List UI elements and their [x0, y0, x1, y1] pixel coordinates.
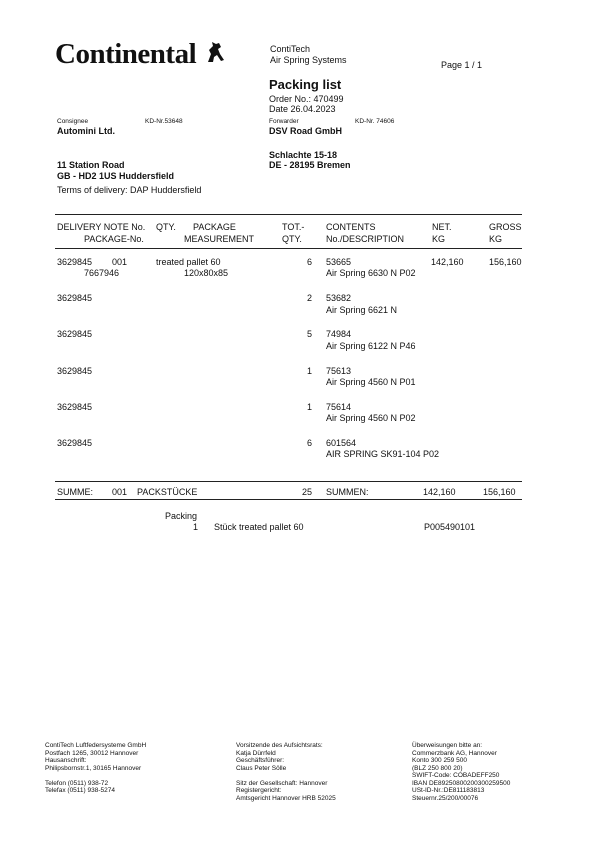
row-tot: 1 [306, 402, 312, 412]
footer-line: Postfach 1265, 30012 Hannover [45, 749, 139, 757]
header-contents: CONTENTS [326, 222, 376, 232]
row-tot: 5 [306, 329, 312, 339]
header-tot: TOT.- [282, 222, 305, 232]
footer-line: Konto 300 259 500 [412, 757, 467, 764]
row-description: AIR SPRING SK91-104 P02 [326, 449, 440, 459]
footer-line [45, 772, 146, 780]
header-qty: QTY. [156, 222, 176, 232]
footer-line: (BLZ 250 800 20) [412, 764, 463, 772]
company-logo: Continental [55, 38, 197, 70]
footer-line: USt-ID-Nr.:DE811183813 [412, 787, 485, 794]
footer-line: Geschäftsführer: [236, 757, 285, 764]
footer-line [236, 772, 336, 780]
packing-label: Packing [165, 511, 198, 521]
row-tot: 6 [306, 438, 312, 448]
sum-mid-label: SUMMEN: [326, 487, 369, 497]
consignee-label: Consignee [57, 118, 89, 125]
summary-bottom-rule [55, 499, 522, 500]
sum-gross: 156,160 [483, 487, 516, 497]
row-delivery-note: 3629845 [57, 366, 93, 376]
row-delivery-note: 3629845 [57, 293, 93, 303]
row-description: Air Spring 4560 N P02 [326, 413, 416, 423]
header-tot-qty: QTY. [282, 234, 302, 244]
footer-line: Telefax (0511) 938-5274 [45, 787, 115, 794]
footer-bank [412, 742, 510, 802]
forwarder-label: Forwarder [269, 118, 299, 125]
table-top-rule [55, 214, 522, 215]
table-header-rule [55, 248, 522, 249]
footer-line: Überweisungen bitte an: [412, 742, 483, 749]
footer-line: ContiTech Luftfedersysteme GmbH [45, 742, 147, 749]
forwarder-name: DSV Road GmbH [269, 126, 343, 136]
sum-qty: 001 [112, 487, 128, 497]
row-measurement: 120x80x85 [184, 268, 229, 278]
row-tot: 2 [306, 293, 312, 303]
header-delivery-note: DELIVERY NOTE No. [57, 222, 146, 232]
row-gross: 156,160 [489, 257, 522, 267]
row-tot: 1 [306, 366, 312, 376]
footer-line: Registergericht: [236, 787, 282, 794]
footer-line: Katja Dürrfeld [236, 749, 276, 757]
footer-line: Hausanschrift: [45, 757, 87, 764]
company-name [270, 44, 347, 66]
order-date: Date 26.04.2023 [269, 104, 336, 114]
row-qty: 001 [112, 257, 128, 267]
header-net-kg: KG [432, 234, 446, 244]
sum-net: 142,160 [423, 487, 456, 497]
header-package: PACKAGE [193, 222, 236, 232]
footer-line: IBAN DE89250800200300259500 [412, 779, 511, 787]
consignee-name: Automini Ltd. [57, 126, 115, 136]
row-package-no: 7667946 [84, 268, 120, 278]
forwarder-city: DE - 28195 Bremen [269, 160, 351, 170]
delivery-terms: Terms of delivery: DAP Huddersfield [57, 185, 202, 195]
header-gross: GROSS [489, 222, 522, 232]
row-content-no: 74984 [326, 329, 352, 339]
footer-line: SWIFT-Code: COBADEFF250 [412, 772, 500, 779]
sum-total-qty: 25 [301, 487, 312, 497]
row-delivery-note: 3629845 [57, 402, 93, 412]
company-line-1: ContiTech [270, 44, 311, 54]
header-measurement: MEASUREMENT [184, 234, 255, 244]
company-line-2: Air Spring Systems [270, 55, 347, 65]
page-number: Page 1 / 1 [441, 60, 483, 70]
header-package-no: PACKAGE-No. [84, 234, 144, 244]
row-package: treated pallet 60 [156, 257, 221, 267]
packing-qty: 1 [193, 522, 199, 532]
row-description: Air Spring 6630 N P02 [326, 268, 416, 278]
horse-logo-icon [204, 40, 226, 64]
row-delivery-note: 3629845 [57, 329, 93, 339]
row-delivery-note: 3629845 [57, 438, 93, 448]
forwarder-kd: KD-Nr. 74606 [355, 118, 395, 125]
forwarder-street: Schlachte 15-18 [269, 150, 338, 160]
packing-text: Stück treated pallet 60 [214, 522, 304, 532]
footer-line: Sitz der Gesellschaft: Hannover [236, 779, 328, 787]
footer-line: Philipsbornstr.1, 30165 Hannover [45, 764, 142, 772]
footer-management [236, 742, 336, 802]
header-gross-kg: KG [489, 234, 503, 244]
footer-line: Commerzbank AG, Hannover [412, 749, 497, 757]
header-description: No./DESCRIPTION [326, 234, 405, 244]
consignee-city: GB - HD2 1US Huddersfield [57, 171, 175, 181]
footer-line: Vorsitzende des Aufsichtsrats: [236, 742, 323, 749]
footer-line: Steuernr.25/200/00076 [412, 794, 479, 802]
row-delivery-note: 3629845 [57, 257, 93, 267]
footer-line: Amtsgericht Hannover HRB 52025 [236, 794, 336, 802]
row-description: Air Spring 4560 N P01 [326, 377, 416, 387]
row-description: Air Spring 6621 N [326, 305, 398, 315]
document-title: Packing list [269, 77, 342, 92]
order-meta [269, 94, 344, 114]
row-content-no: 53682 [326, 293, 352, 303]
header-net: NET. [432, 222, 452, 232]
summary-top-rule [55, 481, 522, 482]
sum-label: SUMME: [57, 487, 93, 497]
row-description: Air Spring 6122 N P46 [326, 341, 416, 351]
row-net: 142,160 [431, 257, 464, 267]
footer-line: Telefon (0511) 938-72 [45, 779, 109, 787]
row-tot: 6 [306, 257, 312, 267]
footer-line: Claus Peter Sölle [236, 764, 287, 772]
consignee-street: 11 Station Road [57, 160, 125, 170]
order-number: Order No.: 470499 [269, 94, 344, 104]
row-content-no: 601564 [326, 438, 357, 448]
consignee-kd: KD-Nr.53648 [145, 118, 183, 125]
row-content-no: 53665 [326, 257, 352, 267]
sum-packstuecke: PACKSTÜCKE [137, 487, 198, 497]
footer-address [45, 742, 146, 795]
row-content-no: 75614 [326, 402, 352, 412]
packing-code: P005490101 [424, 522, 476, 532]
row-content-no: 75613 [326, 366, 352, 376]
